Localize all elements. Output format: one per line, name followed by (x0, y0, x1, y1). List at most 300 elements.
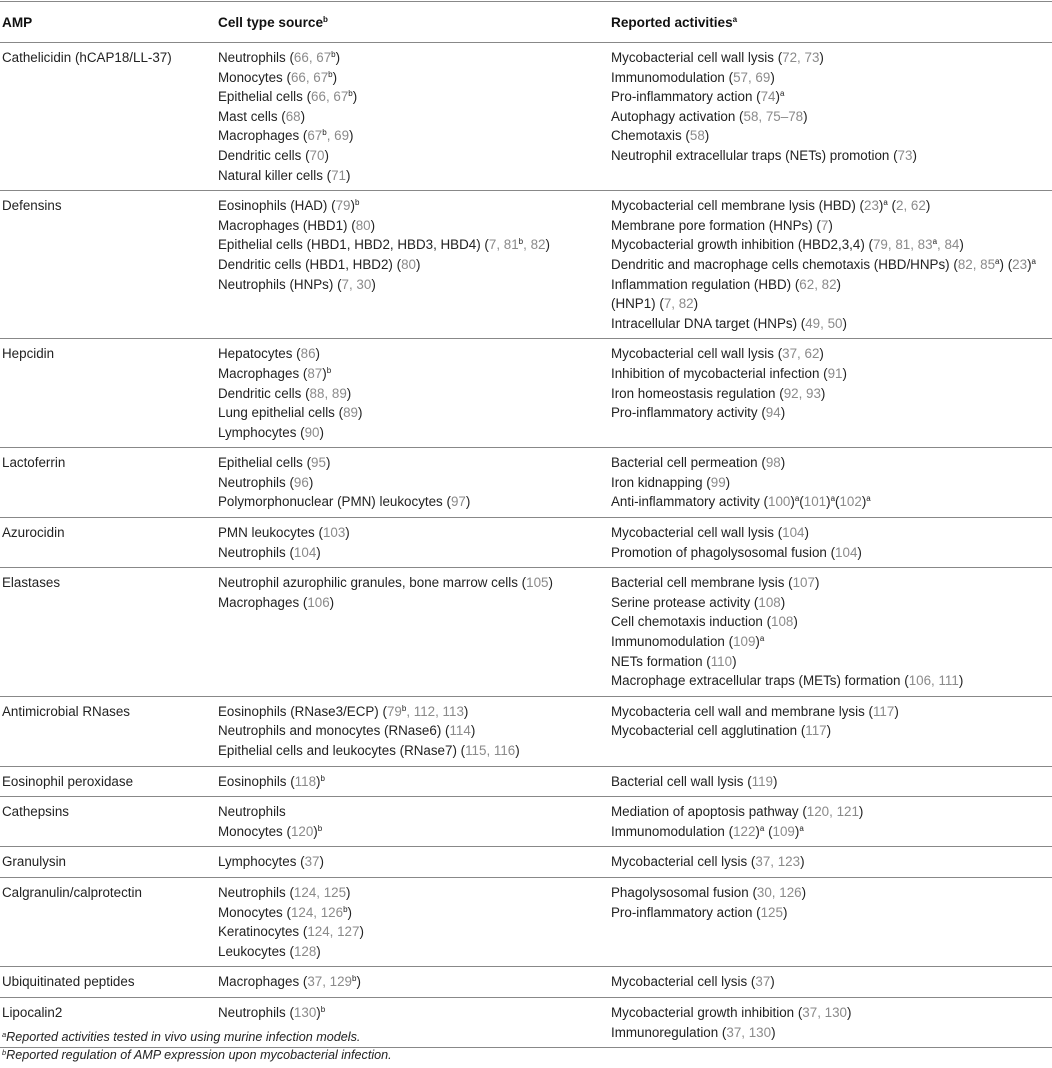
entry-text: Intracellular DNA target (HNPs) (611, 315, 798, 331)
entry-text: Neutrophils (218, 544, 286, 560)
reported-activities-cell (611, 997, 1052, 1047)
entry-text: Macrophages (218, 365, 300, 381)
cell-type-entry: Monocytes (66, 67$^b$) (218, 69, 338, 85)
reference-number: 66, 67 (311, 89, 349, 105)
entry-text: Iron kidnapping (611, 474, 703, 490)
amp-name: Lipocalin2 (2, 1004, 63, 1020)
reference-number: 117 (872, 703, 895, 719)
activity-entry: Bacterial cell permeation (98) (611, 455, 786, 471)
reference-number: 104 (782, 525, 805, 541)
entry-text: Lymphocytes (218, 854, 297, 870)
cell-type-entry: Leukocytes (128) (218, 943, 321, 959)
entry-text: Macrophages (HBD1) (218, 217, 348, 233)
activity-entry: Inflammation regulation (HBD) (62, 82) (611, 276, 841, 292)
cell-type-source-cell (218, 568, 611, 697)
footnote-mark: b (352, 974, 357, 984)
reference-number: 109 (733, 634, 756, 650)
entry-text: Membrane pore formation (HNPs) (611, 217, 813, 233)
entry-text: Dendritic cells (218, 385, 302, 401)
activity-entry: Autophagy activation (58, 75–78) (611, 108, 808, 124)
cell-type-entry: Epithelial cells (95) (218, 455, 331, 471)
activity-entry: Chemotaxis (58) (611, 128, 710, 144)
cell-type-entry: Epithelial cells (HBD1, HBD2, HBD3, HBD4) (7, 81$^b$, 82) (218, 237, 550, 253)
activity-entry: Pro-inflammatory activity (94) (611, 405, 786, 421)
cell-type-source-cell (218, 797, 611, 847)
reference-number: 37, 130 (802, 1004, 847, 1020)
entry-text: Monocytes (218, 69, 283, 85)
footnote-mark: a (1031, 256, 1036, 266)
entry-text: Dendritic cells (HBD1, HBD2) (218, 256, 393, 272)
entry-text: Mycobacteria cell wall and membrane lysis (611, 703, 865, 719)
amp-name: Ubiquitinated peptides (2, 974, 135, 990)
activity-entry: NETs formation (110) (611, 653, 737, 669)
footnote-mark: a (779, 89, 785, 99)
entry-text: Neutrophils (218, 1004, 286, 1020)
reference-number: 37, 130 (726, 1024, 772, 1040)
cell-type-entry: Monocytes (124, 126$^b$) (218, 904, 352, 920)
activity-entry: Immunomodulation (57, 69) (611, 69, 775, 85)
amp-name-cell (0, 766, 218, 797)
activity-entry: (HNP1) (7, 82) (611, 296, 699, 312)
entry-text: Bacterial cell wall lysis (611, 773, 744, 789)
reference-number: 114 (449, 723, 471, 739)
entry-text: Macrophage extracellular traps (METs) formation (611, 673, 901, 689)
amp-name-cell (0, 967, 218, 998)
reference-number: 7, 82 (663, 296, 694, 312)
table-header-row (0, 2, 1052, 43)
activity-entry: Iron homeostasis regulation (92, 93) (611, 385, 826, 401)
reference-number: , 69 (326, 128, 350, 144)
activity-entry: Mediation of apoptosis pathway (120, 121) (611, 804, 864, 820)
reference-number: 72, 73 (782, 50, 820, 65)
amp-name-cell (0, 797, 218, 847)
activity-entry: Mycobacterial cell lysis (37, 123) (611, 854, 805, 870)
entry-text: Hepatocytes (218, 346, 293, 362)
activity-entry: Mycobacterial growth inhibition (HBD2,3,4) (79, 81, 83$^a$, 84) (611, 237, 964, 253)
table-row (0, 967, 1052, 998)
cell-type-source-cell (218, 967, 611, 998)
amp-name-cell (0, 339, 218, 448)
reported-activities-cell (611, 797, 1052, 847)
activity-entry: Membrane pore formation (HNPs) (7) (611, 217, 833, 233)
reference-number: , 82 (523, 237, 546, 253)
footnote-mark: b (322, 128, 327, 138)
cell-type-entry: Lymphocytes (90) (218, 424, 324, 440)
amp-name: Hepcidin (2, 346, 55, 362)
reported-activities-cell (611, 43, 1052, 191)
reported-activities-cell (611, 191, 1052, 339)
entry-text: Eosinophils (HAD) (218, 198, 328, 214)
activity-entry: Pro-inflammatory action (125) (611, 904, 788, 920)
entry-text: Mycobacterial cell wall lysis (611, 346, 774, 362)
cell-type-source-cell (218, 696, 611, 766)
reference-number: 106, 111 (908, 673, 959, 689)
amp-name: Eosinophil peroxidase (2, 773, 134, 789)
entry-text: Neutrophils (218, 884, 286, 900)
amp-name: Calgranulin/calprotectin (2, 884, 142, 900)
reference-number: 67 (307, 128, 323, 144)
amp-name-cell (0, 568, 218, 697)
cell-type-entry: Dendritic cells (88, 89) (218, 385, 352, 401)
amp-name: Antimicrobial RNases (2, 703, 130, 719)
reported-activities-cell (611, 448, 1052, 518)
cell-type-source-cell (218, 448, 611, 518)
table-row (0, 797, 1052, 847)
footnote-mark: b (518, 237, 524, 247)
footnote-mark: a (759, 634, 765, 644)
reference-number: 108 (758, 594, 781, 610)
reference-number: 49, 50 (805, 315, 843, 331)
entry-text: Macrophages (218, 974, 300, 990)
activity-entry: Immunoregulation (37, 130) (611, 1024, 776, 1040)
reference-number: 7, 81 (488, 237, 519, 253)
activity-entry: Serine protease activity (108) (611, 594, 786, 610)
cell-type-entry: Natural killer cells (71) (218, 167, 351, 183)
amp-name: Defensins (2, 198, 62, 214)
entry-text: PMN leukocytes (218, 525, 315, 541)
amp-name: Granulysin (2, 854, 67, 870)
footnote-mark: a (883, 198, 888, 208)
entry-text: Epithelial cells (218, 89, 303, 105)
cell-type-entry: Dendritic cells (70) (218, 147, 329, 163)
reference-number: 57, 69 (733, 69, 771, 85)
entry-text: Chemotaxis (611, 128, 682, 144)
cell-type-entry: Neutrophils (66, 67$^b$) (218, 50, 341, 65)
reference-number: 120 (290, 823, 314, 839)
reference-number: , 112, 113 (406, 703, 464, 719)
entry-text: Monocytes (218, 823, 283, 839)
footnote-mark: b (331, 50, 336, 59)
activity-entry: Mycobacterial cell lysis (37) (611, 974, 775, 990)
activity-entry: Phagolysosomal fusion (30, 126) (611, 884, 807, 900)
reference-number: 23 (864, 198, 879, 214)
reference-number: 58 (689, 128, 705, 144)
reference-number: 119 (751, 773, 774, 789)
footnote-mark: a (830, 494, 836, 504)
entry-text: Pro-inflammatory activity (611, 405, 758, 421)
entry-text: Neutrophil azurophilic granules, bone marrow cells (218, 575, 518, 591)
reference-number: 37, 62 (782, 346, 820, 362)
activity-entry: Mycobacterial cell membrane lysis (HBD) $(23)^a$ (2, 62) (611, 198, 931, 214)
entry-text: Mycobacterial growth inhibition (HBD2,3,4) (611, 237, 865, 253)
cell-type-entry: Macrophages (HBD1) (80) (218, 217, 376, 233)
cell-type-entry: Neutrophils (96) (218, 474, 314, 490)
amp-name-cell (0, 877, 218, 966)
reference-number: 104 (293, 544, 317, 560)
reference-number: 37 (304, 854, 320, 870)
activity-entry: Mycobacterial cell agglutination (117) (611, 723, 832, 739)
reference-number: 87 (307, 365, 323, 381)
header-amp: AMP (0, 2, 218, 43)
amp-name-cell (0, 448, 218, 518)
entry-text: Immunoregulation (611, 1024, 719, 1040)
footnote-mark: b (317, 823, 323, 833)
reference-number: 130 (293, 1004, 317, 1020)
reference-number: 115, 116 (465, 743, 516, 758)
entry-text: Macrophages (218, 594, 300, 610)
reference-number: 62, 82 (799, 276, 837, 292)
reported-activities-cell (611, 766, 1052, 797)
reference-number: 86 (300, 346, 316, 362)
entry-text: Immunomodulation (611, 634, 725, 650)
footnote-mark: b (320, 1004, 326, 1014)
reported-activities-cell (611, 877, 1052, 966)
reference-number: 100 (768, 494, 791, 510)
table-row (0, 191, 1052, 339)
reference-number: 102 (839, 494, 862, 510)
activity-entry: Mycobacterial cell wall lysis (72, 73) (611, 50, 824, 65)
reference-number: 99 (710, 474, 726, 490)
amp-name-cell (0, 696, 218, 766)
activity-entry: Bacterial cell wall lysis (119) (611, 773, 778, 789)
reference-number: 108 (771, 614, 794, 630)
reference-number: 128 (293, 943, 317, 959)
reference-number: 104 (835, 544, 858, 560)
footnote-mark: a (732, 15, 738, 24)
amp-name: Azurocidin (2, 525, 65, 541)
entry-text: Neutrophils (218, 474, 286, 490)
reference-number: 101 (803, 494, 827, 510)
cell-type-source-cell (218, 847, 611, 878)
reference-number: 7, 30 (341, 276, 372, 292)
reference-number: 92, 93 (783, 385, 821, 401)
entry-text: Immunomodulation (611, 69, 725, 85)
footnote-mark: b (326, 365, 332, 375)
entry-text: Inhibition of mycobacterial infection (611, 365, 820, 381)
footnote-mark: a (799, 823, 804, 833)
footnote-mark: b (320, 773, 325, 783)
activity-entry: Promotion of phagolysosomal fusion (104) (611, 544, 862, 560)
entry-text: Pro-inflammatory action (611, 89, 753, 105)
entry-text: Pro-inflammatory action (611, 904, 753, 920)
entry-text: Mycobacterial cell wall lysis (611, 50, 774, 65)
entry-text: Macrophages (218, 128, 300, 144)
cell-type-entry: Macrophages (37, 129$^b$) (218, 974, 361, 990)
reference-number: 107 (792, 575, 815, 591)
cell-type-source-cell (218, 518, 611, 568)
footnote-mark: b (348, 89, 353, 99)
entry-text: Eosinophils (218, 773, 287, 789)
reported-activities-cell (611, 967, 1052, 998)
table-footnotes (2, 1028, 392, 1064)
amp-name-cell (0, 847, 218, 878)
footnote-mark: a (759, 823, 765, 833)
activity-entry: Pro-inflammatory action $(74)^a$ (611, 89, 785, 105)
cell-type-source-cell (218, 766, 611, 797)
table-row (0, 568, 1052, 697)
reference-number: 98 (765, 455, 781, 471)
cell-type-source-cell (218, 877, 611, 966)
amp-name-cell (0, 518, 218, 568)
cell-type-entry: Macrophages $(87)^b$ (218, 365, 332, 381)
activity-entry: Neutrophil extracellular traps (NETs) promotion (73) (611, 147, 917, 163)
entry-text: Mast cells (218, 108, 278, 124)
reference-number: 37, 129 (307, 974, 353, 990)
footnote-mark: b (328, 69, 333, 79)
activity-entry: Cell chemotaxis induction (108) (611, 614, 798, 630)
reference-number: 117 (805, 723, 827, 739)
entry-text: Monocytes (218, 904, 283, 920)
reference-number: 89 (343, 405, 358, 421)
reference-number: 79 (386, 703, 402, 719)
reference-number: 74 (760, 89, 776, 105)
reported-activities-cell (611, 847, 1052, 878)
footnote-mark: b (323, 15, 328, 24)
entry-text: Mycobacterial cell lysis (611, 854, 748, 870)
reference-number: 7 (820, 217, 829, 233)
activity-entry: Mycobacterial cell wall lysis (37, 62) (611, 346, 824, 362)
reference-number: 94 (765, 405, 781, 421)
reference-number: 118 (294, 773, 317, 789)
table-row (0, 696, 1052, 766)
reference-number: 106 (307, 594, 330, 610)
entry-text: Bacterial cell permeation (611, 455, 758, 471)
reported-activities-cell (611, 339, 1052, 448)
entry-text: Natural killer cells (218, 167, 323, 183)
reference-number: 58, 75–78 (743, 108, 804, 124)
reference-number: 122 (733, 823, 756, 839)
reference-number: 79, 81, 83 (872, 237, 933, 253)
entry-text: Eosinophils (RNase3/ECP) (218, 703, 379, 719)
cell-type-entry (218, 802, 611, 822)
footnote-mark: b (354, 198, 360, 208)
cell-type-entry: Neutrophils $(130)^b$ (218, 1004, 326, 1020)
reference-number: 70 (309, 147, 325, 163)
reference-number: 82, 85 (957, 256, 996, 272)
reference-number: 2, 62 (896, 198, 926, 214)
entry-text: Immunomodulation (611, 823, 725, 839)
reference-number: 90 (304, 424, 320, 440)
cell-type-entry: Neutrophils (104) (218, 544, 321, 560)
entry-text: Mycobacterial cell wall lysis (611, 525, 774, 541)
reported-activities-cell (611, 696, 1052, 766)
entry-text: Keratinocytes (218, 924, 300, 940)
cell-type-entry: Macrophages (67$^b$, 69) (218, 128, 354, 144)
cell-type-source-cell (218, 339, 611, 448)
header-reported-activities: Reported activities$^a$ (611, 2, 1052, 43)
entry-text: Anti-inflammatory activity (611, 494, 760, 510)
entry-text: Serine protease activity (611, 594, 751, 610)
activity-entry: Macrophage extracellular traps (METs) formation (106, 111) (611, 673, 964, 689)
activity-entry: Immunomodulation $(109)^a$ (611, 634, 765, 650)
table-row (0, 448, 1052, 518)
footnote-mark: b (401, 703, 407, 713)
document-page (0, 1, 1052, 1068)
amp-name: Cathelicidin (hCAP18/LL-37) (2, 50, 172, 65)
reference-number: 103 (322, 525, 346, 541)
reference-number: 37 (755, 974, 771, 990)
reference-number: 95 (311, 455, 326, 471)
entry-text: Iron homeostasis regulation (611, 385, 776, 401)
entry-text: Mycobacterial cell agglutination (611, 723, 798, 739)
cell-type-entry: Dendritic cells (HBD1, HBD2) (80) (218, 256, 421, 272)
reference-number: 79 (335, 198, 351, 214)
reference-number: 30, 126 (756, 884, 802, 900)
reference-number: 96 (293, 474, 309, 490)
entry-text: NETs formation (611, 653, 703, 669)
table-row (0, 43, 1052, 191)
amp-name-cell (0, 43, 218, 191)
entry-text: Epithelial cells and leukocytes (RNase7) (218, 743, 457, 758)
footnote-mark: a (995, 256, 1000, 266)
cell-type-entry: Lymphocytes (37) (218, 854, 324, 870)
footnote-b: $^b$Reported regulation of AMP expression upon mycobacterial infection. (2, 1048, 392, 1062)
amp-name-cell (0, 191, 218, 339)
cell-type-entry: Macrophages (106) (218, 594, 335, 610)
table-row (0, 847, 1052, 878)
activity-entry: Inhibition of mycobacterial infection (91) (611, 365, 847, 381)
reference-number: 66, 67 (293, 50, 332, 65)
entry-text: Mycobacterial cell lysis (611, 974, 748, 990)
activity-entry: Mycobacterial cell wall lysis (104) (611, 525, 809, 541)
reference-number: 105 (526, 575, 549, 591)
entry-text: Dendritic and macrophage cells chemotaxis (HBD/HNPs) (611, 256, 950, 272)
cell-type-entry: Eosinophils (HAD) $(79)^b$ (218, 198, 360, 214)
entry-text: Neutrophil extracellular traps (NETs) promotion (611, 147, 890, 163)
footnote-mark: a (866, 494, 871, 504)
entry-text: Neutrophils and monocytes (RNase6) (218, 723, 442, 739)
entry-text: Phagolysosomal fusion (611, 884, 749, 900)
footnote-a: $^a$Reported activities tested in vivo using murine infection models. (2, 1030, 361, 1044)
reported-activities-cell (611, 568, 1052, 697)
reference-number: 80 (401, 256, 416, 272)
reference-number: 68 (285, 108, 301, 124)
cell-type-entry: Neutrophil azurophilic granules, bone marrow cells (105) (218, 575, 553, 591)
reported-activities-cell (611, 518, 1052, 568)
reference-number: 37, 123 (755, 854, 801, 870)
reference-number: 73 (897, 147, 913, 163)
entry-text: Promotion of phagolysosomal fusion (611, 544, 827, 560)
activity-entry: Immunomodulation $(122)^a$ $(109)^a$ (611, 823, 804, 839)
reference-number: 125 (760, 904, 783, 920)
amp-table (0, 1, 1052, 1048)
cell-type-source-cell (218, 43, 611, 191)
activity-entry: Iron kidnapping (99) (611, 474, 731, 490)
activity-entry: Anti-inflammatory activity $(100)^a(101)^a(102)^a$ (611, 494, 871, 510)
reference-number: 97 (450, 494, 466, 510)
table-row (0, 518, 1052, 568)
reference-number: 66, 67 (290, 69, 329, 85)
table-row (0, 766, 1052, 797)
reference-number: 109 (772, 823, 795, 839)
amp-name: Lactoferrin (2, 455, 66, 471)
activity-entry: Bacterial cell membrane lysis (107) (611, 575, 820, 591)
entry-text: (HNP1) (611, 296, 656, 312)
cell-type-entry: Monocytes $(120)^b$ (218, 823, 323, 839)
entry-text: Mycobacterial cell membrane lysis (HBD) (611, 198, 856, 214)
cell-type-entry: Neutrophils (HNPs) (7, 30) (218, 276, 376, 292)
cell-type-entry: Eosinophils $(118)^b$ (218, 773, 325, 789)
cell-type-entry: Epithelial cells and leukocytes (RNase7) (115, 116) (218, 743, 520, 758)
table-row (0, 877, 1052, 966)
reference-number: 80 (355, 217, 371, 233)
entry-text: Leukocytes (218, 943, 286, 959)
entry-text: Bacterial cell membrane lysis (611, 575, 785, 591)
cell-type-entry: Neutrophils and monocytes (RNase6) (114) (218, 723, 476, 739)
activity-entry: Mycobacterial growth inhibition (37, 130) (611, 1004, 852, 1020)
cell-type-entry: Neutrophils (124, 125) (218, 884, 351, 900)
cell-type-entry: Keratinocytes (124, 127) (218, 924, 364, 940)
entry-text: Dendritic cells (218, 147, 302, 163)
entry-text: Neutrophils (218, 804, 286, 820)
reference-number: 120, 121 (806, 804, 859, 820)
reference-number: 71 (331, 167, 347, 183)
entry-text: Epithelial cells (HBD1, HBD2, HBD3, HBD4) (218, 237, 481, 253)
entry-text: Inflammation regulation (HBD) (611, 276, 792, 292)
cell-type-entry: Mast cells (68) (218, 108, 306, 124)
entry-text: Neutrophils (HNPs) (218, 276, 334, 292)
reference-number: , 84 (937, 237, 960, 253)
